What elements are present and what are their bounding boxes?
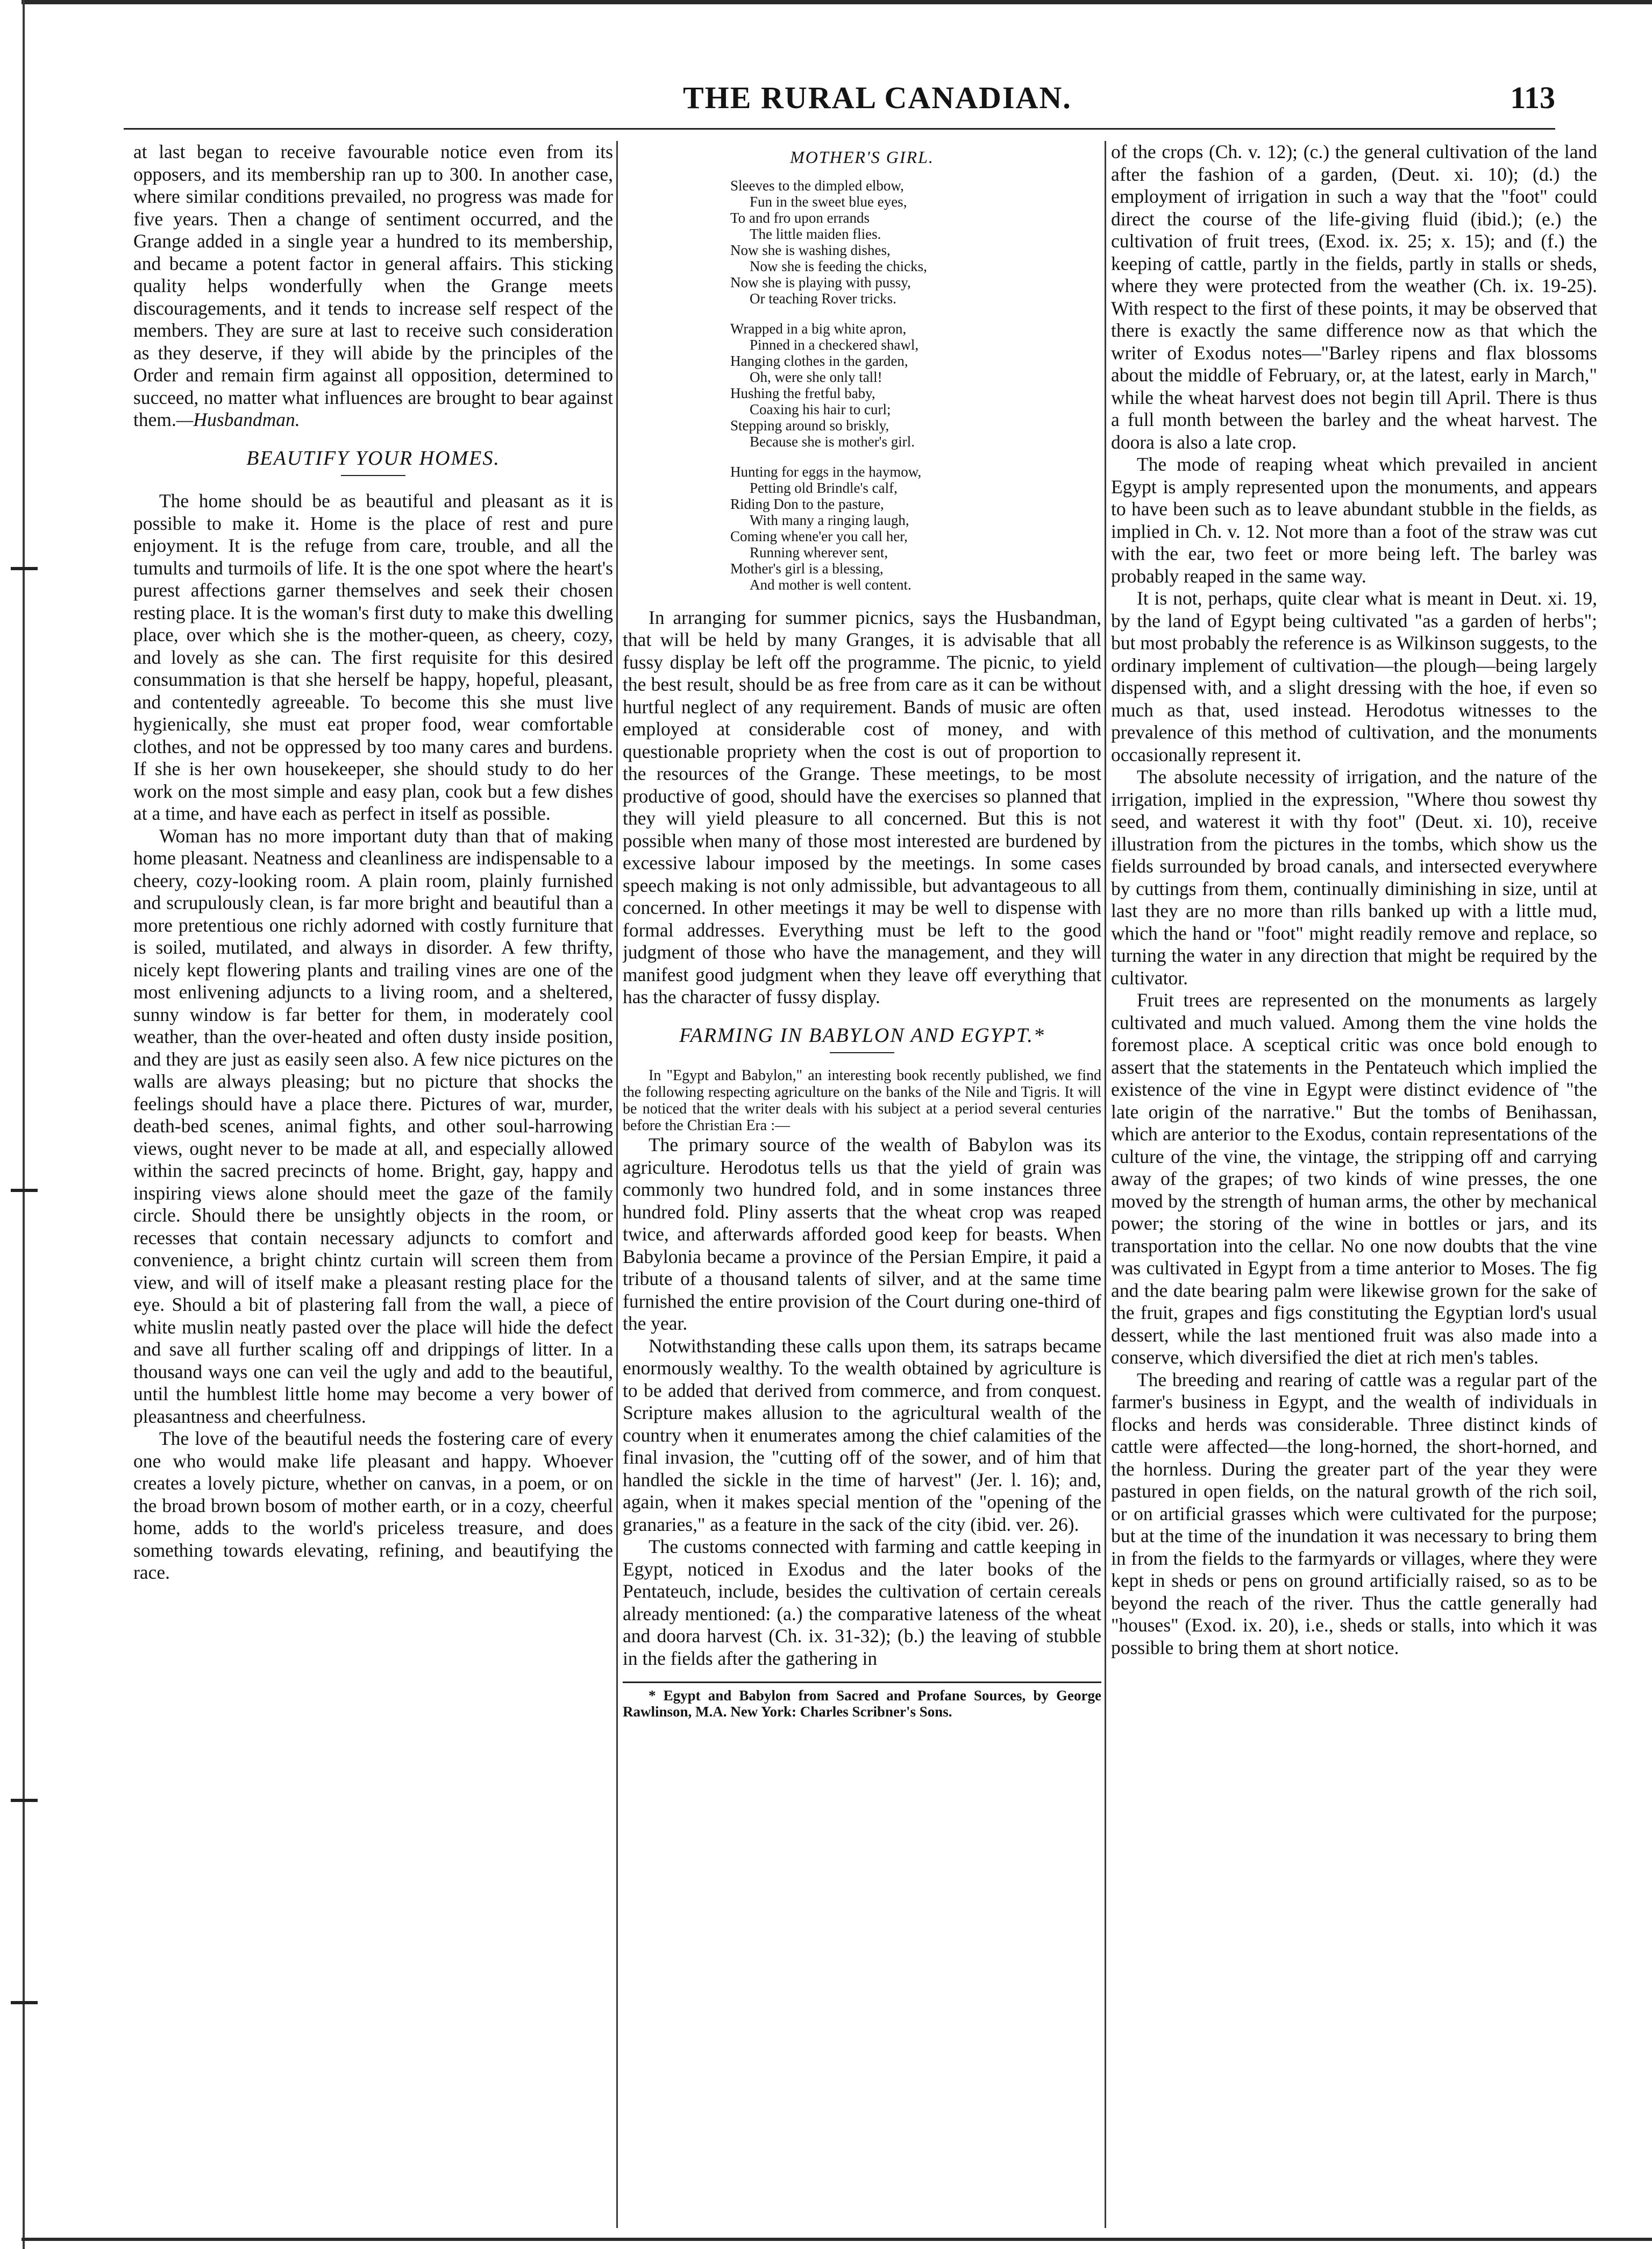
binding-mark [11, 1189, 38, 1192]
poem-line: The little maiden flies. [750, 225, 881, 242]
poem-line: With many a ringing laugh, [750, 512, 909, 528]
poem-line: And mother is well content. [750, 576, 912, 593]
poem-line: Because she is mother's girl. [750, 433, 915, 450]
header-rule [124, 128, 1555, 130]
poem-line: Coaxing his hair to curl; [750, 401, 891, 417]
paragraph: In arranging for summer picnics, says the Husbandman, that will be held by many Granges, it is advisable that all fussy display be left off the programme. The picnic, to yield the best result, should be as free from care as it can be without hurtful neglect of any requirement. Bands of music are often employed at considerable cost of money, and with questionable propriety when the cost is out of proportion to the resources of the Grange. These meetings, to be most productive of good, should have the exercises so planned that they will yield pleasure to all concerned. But this is not possible when many of those most interested are burdened by excessive labour imposed by the meetings. In some cases speech making is not only admissible, but advantageous to all concerned. In other meetings it may be well to dispense with formal addresses. Everything must be left to the good judgment of those who have the management, and they will manifest good judgment when they leave off everything that has the character of fussy display. [623, 606, 1101, 1008]
paragraph: of the crops (Ch. v. 12); (c.) the general cultivation of the land after the fashion of a garden, (Deut. xi. 10); (d.) the employment of irrigation in such a way that the "foot" could direct the course of the life-giving fluid (ibid.); (e.) the cultivation of fruit trees, (Exod. ix. 25; x. 15); and (f.) the keeping of cattle, partly in the fields, partly in stalls or sheds, where they were protected from the weather (Ch. ix. 19-25). With respect to the first of these points, it may be observed that there is exactly the same difference now as that which the writer of Exodus notes—"Barley ripens and flax blossoms about the middle of February, or, at the latest, early in March," while the wheat harvest does not begin till April. There is thus a full month between the barley and the wheat harvest. The doora is also a late crop. [1111, 141, 1597, 453]
poem-stanza [623, 464, 1101, 593]
poem-line: Sleeves to the dimpled elbow, [730, 177, 904, 194]
poem-line: Fun in the sweet blue eyes, [750, 193, 907, 210]
paragraph: The primary source of the wealth of Babylon was its agriculture. Herodotus tells us that the yield of grain was commonly two hundred fold, and in some instances three hundred fold. Pliny asserts that the wheat crop was reaped twice, and afterwards afforded good keep for beasts. When Babylonia became a province of the Persian Empire, it paid a tribute of a thousand talents of silver, and at the same time furnished the entire provision of the Court during one-third of the year. [623, 1134, 1101, 1334]
paragraph: The breeding and rearing of cattle was a regular part of the farmer's business in Egypt, and the wealth of individuals in flocks and herds was considerable. Three distinct kinds of cattle were affected—the long-horned, the short-horned, and the hornless. During the greater part of the year they were pastured in open fields, on the natural growth of the rich soil, or on artificial grasses which were cultivated for the purpose; but at the time of the inundation it was necessary to bring them in from the fields to the farmyards or villages, where they were kept in sheds or pens on ground artificially raised, so as to be beyond the reach of the river. Thus the cattle generally had "houses" (Exod. ix. 20), i.e., sheds or stalls, into which it was possible to bring them at short notice. [1111, 1368, 1597, 1658]
poem-stanza [623, 178, 1101, 307]
poem-line: Petting old Brindle's calf, [750, 479, 898, 496]
article-title: BEAUTIFY YOUR HOMES. [246, 446, 500, 470]
paragraph: Notwithstanding these calls upon them, its satraps became enormously wealthy. To the wealth obtained by agriculture is to be added that derived from commerce, and from conquest. Scripture makes allusion to the agricultural wealth of the country when it enumerates among the chief calamities of the final invasion, the "cutting off of the sower, and of him that handled the sickle in the time of harvest" (Jer. l. 16); and, again, when it makes special mention of the "opening of the granaries," as a feature in the sack of the city (ibid. ver. 26). [623, 1335, 1101, 1535]
paragraph: Woman has no more important duty than that of making home pleasant. Neatness and cleanliness are indispensable to a cheery, cozy-looking room. A plain room, plainly furnished and scrupulously clean, is far more bright and beautiful than a more pretentious one richly adorned with costly furniture that is soiled, mutilated, and always in disorder. A few thrifty, nicely kept flowering plants and trailing vines are one of the most enlivening adjuncts to a living room, and a sheltered, sunny window is far better for them, in moderately cool weather, than the over-heated and often dusty inside position, and they are just as easily seen also. A few nice pictures on the walls are always pleasing; but no picture that shocks the feelings should have a place there. Pictures of war, murder, death-bed scenes, animal fights, and other soul-harrowing views, ought never to be made at all, and especially allowed within the sacred precincts of home. Bright, gay, happy and inspiring views alone should meet the gaze of the family circle. Should there be unsightly objects in the room, or recesses that contain necessary adjuncts to comfort and convenience, a bright chintz curtain will screen them from view, and will of itself make a pleasant resting place for the eye. Should a bit of plastering fall from the wall, a piece of white muslin neatly pasted over the place will hide the defect and save all further scaling off and drippings of litter. In a thousand ways one can veil the ugly and add to the beautiful, until the humblest little home may become a very bower of pleasantness and cheerfulness. [133, 825, 613, 1427]
poem-line: Hushing the fretful baby, [730, 385, 875, 401]
column-right [1111, 141, 1597, 2233]
column-middle [623, 141, 1101, 2233]
poem-line: Or teaching Rover tricks. [750, 290, 896, 307]
binding-mark [11, 2001, 38, 2004]
binding-edge [23, 0, 25, 2249]
paragraph-text: at last began to receive favourable notice even from its opposers, and its membership ran up to 300. In another case, where similar conditions prevailed, no progress was made for five years. Then a change of sentiment occurred, and the Grange added in a single year a hundred to its membership, and became a potent factor in general affairs. This sticking quality helps wonderfully when the Grange meets discouragements, and it tends to increase self respect of the members. They are sure at last to receive such consideration as they deserve, if they will abide by the principles of the Order and remain firm against all opposition, determined to succeed, no matter what influences are brought to bear against them. [133, 141, 613, 430]
page-header [124, 80, 1555, 123]
binding-mark [11, 567, 38, 570]
poem-line: Now she is feeding the chicks, [750, 258, 927, 274]
paragraph: The love of the beautiful needs the fostering care of every one who would make life pleasant and happy. Whoever creates a lovely picture, whether on canvas, in a poem, or on the broad brown bosom of mother earth, or in a cozy, cheerful home, adds to the world's priceless treasure, and does something towards elevating, refining, and beautifying the race. [133, 1428, 613, 1583]
poem-line: Now she is washing dishes, [730, 242, 891, 258]
poem-line: Hanging clothes in the garden, [730, 352, 908, 369]
poem-line: Riding Don to the pasture, [730, 495, 884, 512]
poem-line: Mother's girl is a blessing, [730, 560, 884, 577]
poem-line: Wrapped in a big white apron, [730, 320, 907, 337]
paragraph: Fruit trees are represented on the monuments as largely cultivated and much valued. Among them the vine holds the foremost place. A sceptical critic was once bold enough to assert that the statements in the Pentateuch which implied the existence of the vine in Egypt were distinct evidence of "the late origin of the narrative." But the tombs of Benihassan, which are anterior to the Exodus, contain representations of the culture of the vine, the vintage, the stripping off and carrying away of the grapes; of two kinds of wine presses, the one moved by the strength of human arms, the other by mechanical power; the storing of the wine in bottles or jars, and its transportation into the cellar. No one now doubts that the vine was cultivated in Egypt from a time anterior to Moses. The fig and the date bearing palm were likewise grown for the sake of the fruit, grapes and figs constituting the Egyptian lord's usual dessert, while the last mentioned fruit was also made into a conserve, which diversified the diet at rich men's tables. [1111, 989, 1597, 1368]
title-rule [830, 1052, 894, 1053]
poem-line: Coming whene'er you call her, [730, 528, 908, 544]
source-credit: —Husbandman. [176, 409, 300, 430]
poem-title: MOTHER'S GIRL. [790, 147, 934, 167]
poem-line: Running wherever sent, [750, 544, 888, 561]
column-divider [616, 141, 618, 2228]
poem-line: Pinned in a checkered shawl, [750, 336, 919, 353]
editor-note: In "Egypt and Babylon," an interesting book recently published, we find the following respecting agriculture on the banks of the Nile and Tigris. It will be noticed that the writer deals with his subject at a period several centuries before the Christian Era :— [623, 1067, 1101, 1134]
column-left [133, 141, 613, 2233]
poem-line: Hunting for eggs in the haymow, [730, 463, 922, 480]
poem-line: Oh, were she only tall! [750, 368, 882, 385]
poem-line: To and fro upon errands [730, 209, 870, 226]
page-number: 113 [1510, 80, 1555, 115]
paragraph: The home should be as beautiful and pleasant as it is possible to make it. Home is the place of rest and pure enjoyment. It is the refuge from care, trouble, and all the tumults and turmoils of life. It is the one spot where the heart's purest affections garner themselves and seek their chosen resting place. It is the woman's first duty to make this dwelling place, over which she is the mother-queen, as cheery, cozy, and lovely as she can. The first requisite for this desired consummation is that she herself be happy, hopeful, pleasant, and contentedly agreeable. To become this she must live hygienically, she must eat proper food, wear comfortable clothes, and not be oppressed by too many cares and burdens. If she is her own housekeeper, she should study to do her work on the most simple and easy plan, cook but a few dishes at a time, and have each as perfect in itself as possible. [133, 490, 613, 824]
publication-title: THE RURAL CANADIAN. [683, 80, 1072, 115]
paragraph: The mode of reaping wheat which prevailed in ancient Egypt is amply represented upon the monuments, and appears to have been such as to leave abundant stubble in the fields, as implied in Ch. v. 12. Not more than a foot of the straw was cut with the ear, two feet or more being left. The barley was probably reaped in the same way. [1111, 453, 1597, 587]
paragraph: The customs connected with farming and cattle keeping in Egypt, noticed in Exodus and the later books of the Pentateuch, include, besides the cultivation of certain cereals already mentioned: (a.) the comparative lateness of the wheat and doora harvest (Ch. ix. 31-32); (b.) the leaving of stubble in the fields after the gathering in [623, 1536, 1101, 1669]
poem-stanza [623, 321, 1101, 450]
column-divider [1105, 141, 1106, 2228]
poem-line: Stepping around so briskly, [730, 417, 889, 434]
footnote-rule [623, 1682, 1101, 1683]
paragraph: The absolute necessity of irrigation, and the nature of the irrigation, implied in the expression, "Where thou sowest thy seed, and waterest it with thy foot" (Deut. xi. 10), receive illustration from the pictures in the tombs, which show us the fields surrounded by broad canals, and intersected everywhere by cuttings from them, continually diminishing in size, until at last they are no more than rills banked up with a little mud, which the hand or "foot" might readily remove and replace, so turning the water in any direction that might be required by the cultivator. [1111, 766, 1597, 989]
title-rule [341, 475, 405, 476]
binding-mark [11, 1799, 38, 1802]
paragraph: It is not, perhaps, quite clear what is meant in Deut. xi. 19, by the land of Egypt being cultivated "as a garden of herbs"; but most probably the reference is as Wilkinson suggests, to the ordinary implement of cultivation—the plough—being largely dispensed with, and a slight dressing with the hoe, if even so much as that, used instead. Herodotus witnesses to the prevalence of this method of cultivation, and the monuments occasionally represent it. [1111, 587, 1597, 765]
poem-line: Now she is playing with pussy, [730, 274, 911, 290]
top-border-rule [22, 0, 1652, 4]
article-continuation [133, 141, 613, 431]
footnote: * Egypt and Babylon from Sacred and Profane Sources, by George Rawlinson, M.A. New York: Charles Scribner's Sons. [623, 1687, 1101, 1720]
bottom-border-rule [22, 2238, 1652, 2241]
article-title: FARMING IN BABYLON AND EGYPT.* [679, 1024, 1045, 1047]
